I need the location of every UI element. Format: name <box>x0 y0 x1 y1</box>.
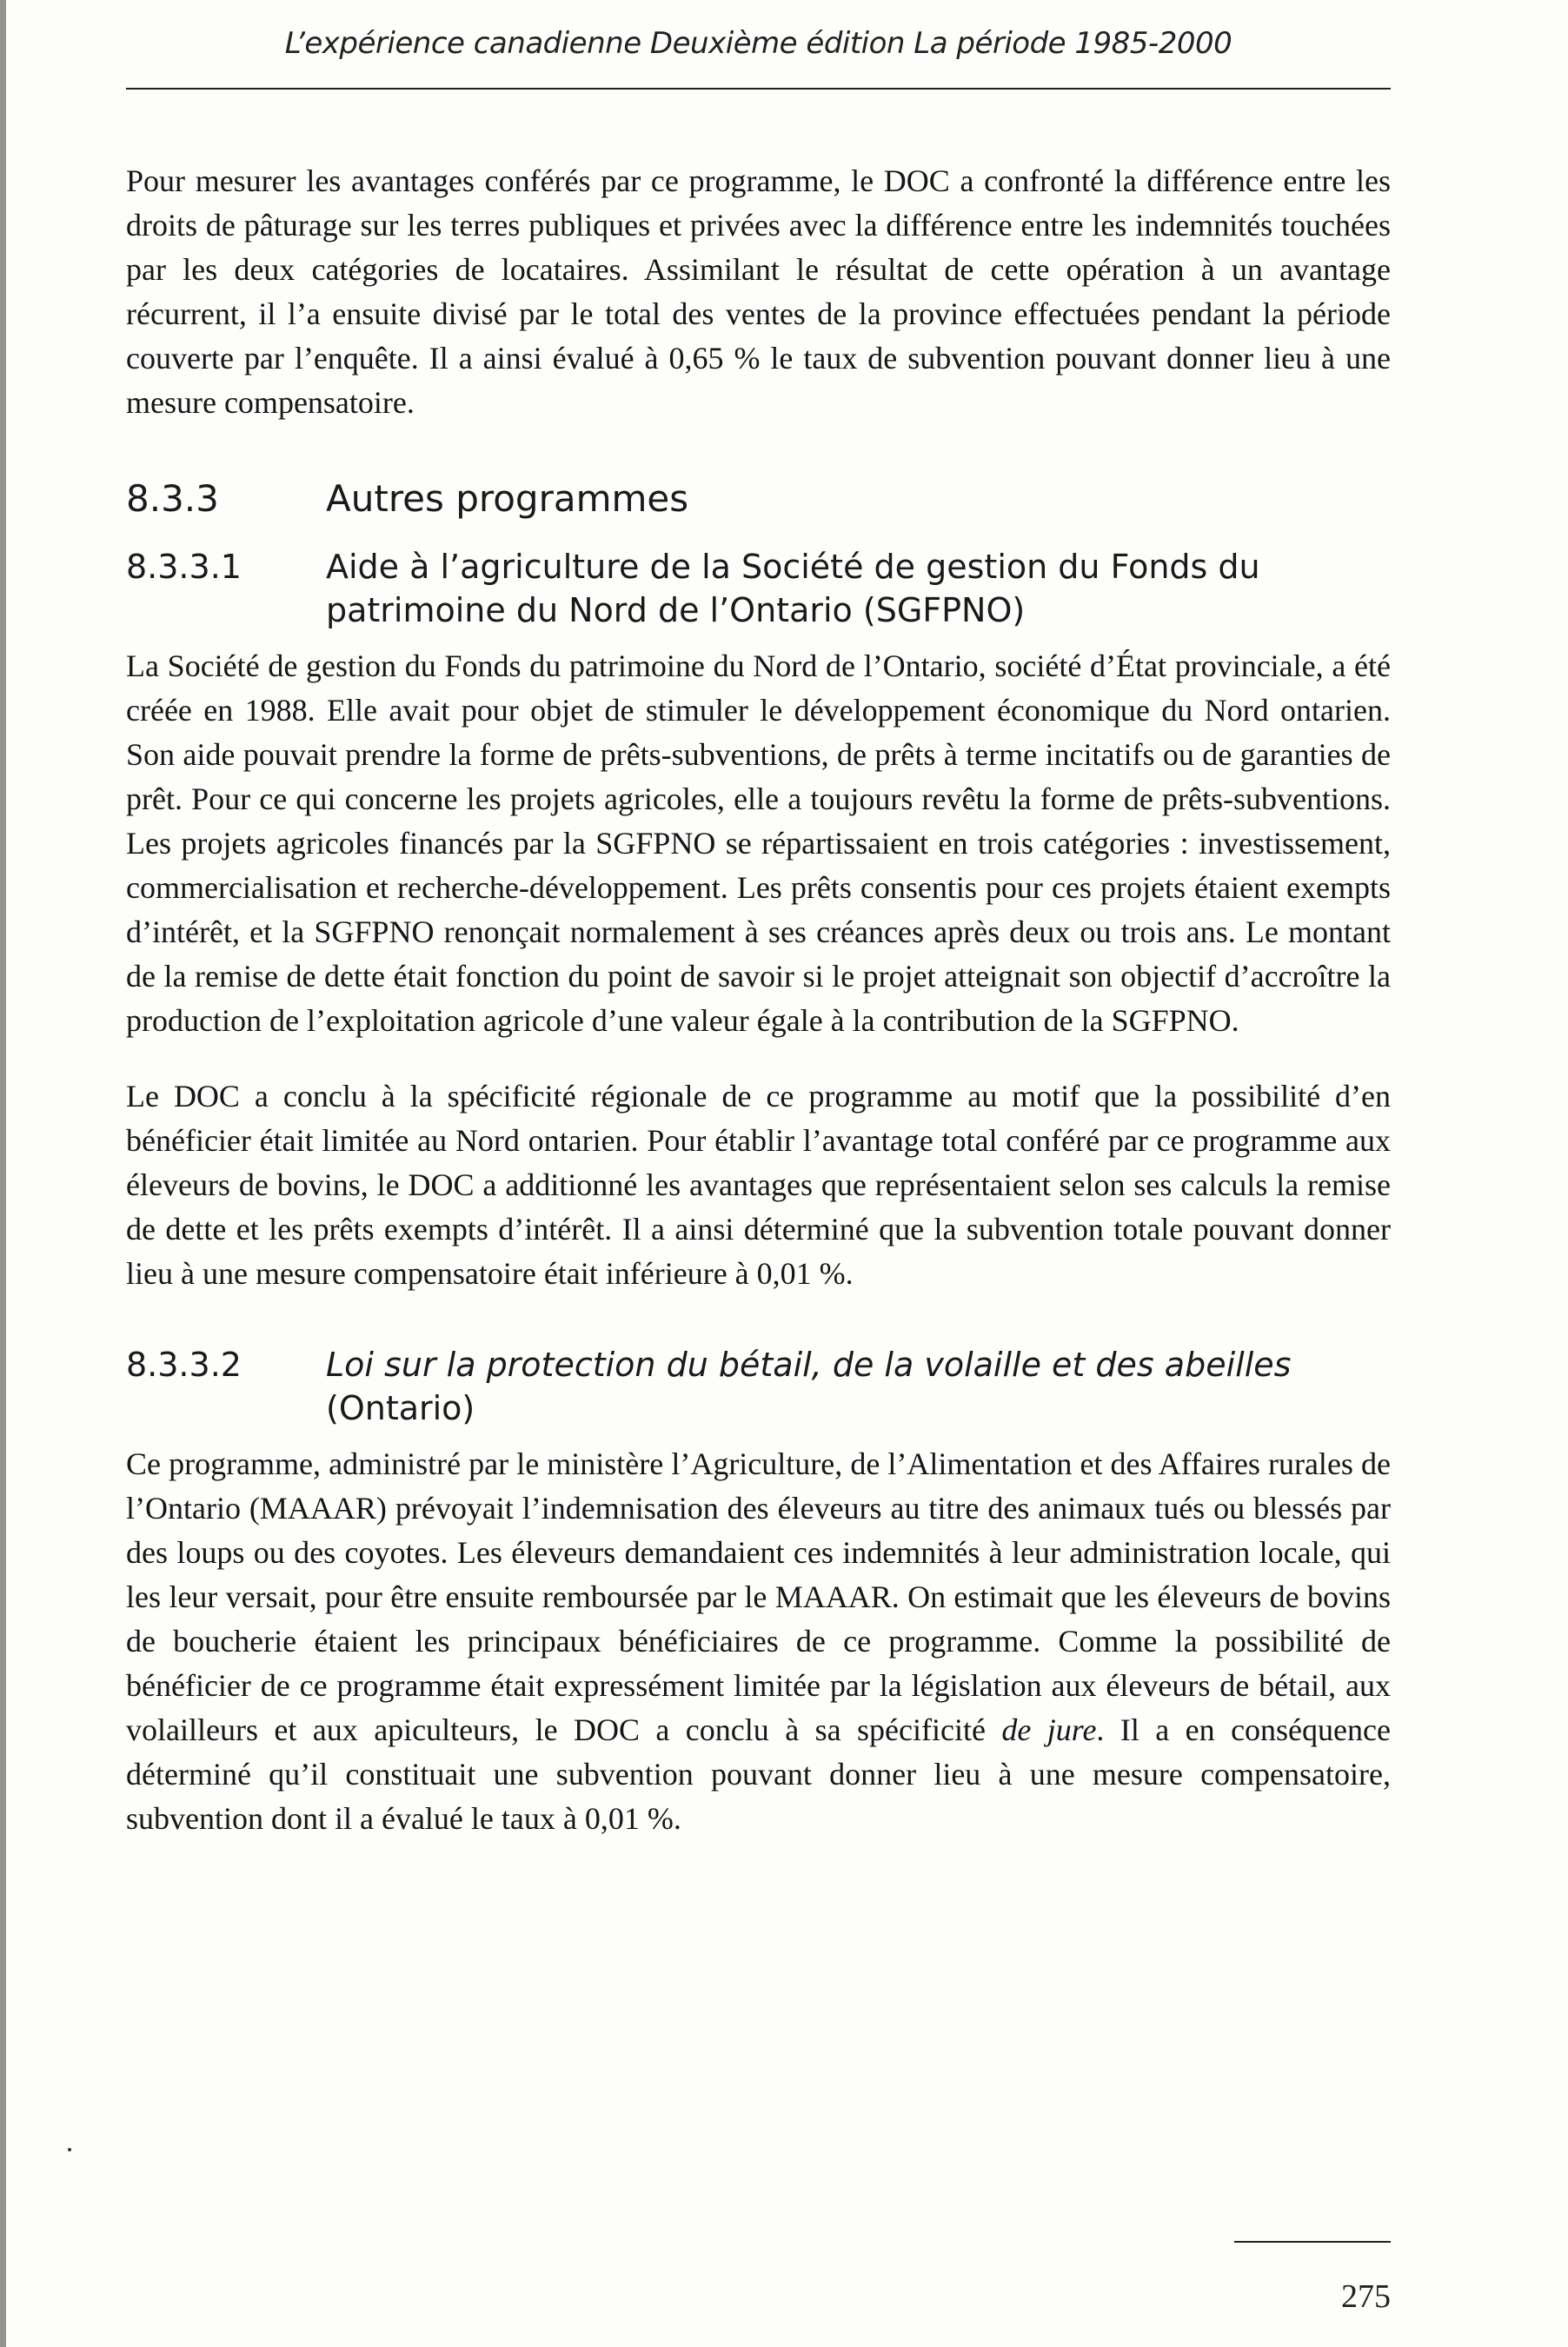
section-number: 8.3.3 <box>126 477 219 520</box>
paragraph-text-before: Ce programme, administré par le ministère l’Agriculture, de l’Alimentation et des Affaires rurales de l’Ontario (MAAAR) prévoyait l’indemnisation des éleveurs au titre des animaux tués ou blessés par des loups ou des coyotes. Les éleveurs demandaient ces indemnités à leur administration locale, qui les leur versait, pour être ensuite remboursée par le MAAAR. On estimait que les éleveurs de bovins de boucherie étaient les principaux bénéficiaires de ce programme. Comme la possibilité de bénéficier de ce programme était expressément limitée par la législation aux éleveurs de bétail, aux volailleurs et aux apiculteurs, le DOC a conclu à sa spécificité <box>126 1446 1391 1747</box>
paragraph-sgfpno-determination: Le DOC a conclu à la spécificité régionale de ce programme au motif que la possibilité d’en bénéficier était limitée au Nord ontarien. Pour établir l’avantage total conféré par ce programme aux éleveurs de bovins, le DOC a additionné les avantages que représentaient selon ses calculs la remise de dette et les prêts exempts d’intérêt. Il a ainsi déterminé que la subvention totale pouvant donner lieu à une mesure compensatoire était inférieure à 0,01 %. <box>126 1079 1391 1291</box>
paragraph-livestock-protection <box>126 1442 1391 1841</box>
section-number: 8.3.3.2 <box>126 1346 242 1384</box>
section-title: Autres programmes <box>326 477 689 520</box>
paragraph-text-after: . Il a en conséquence déterminé qu’il constituait une subvention pouvant donner lieu à une mesure compensatoire, subvention dont il a évalué le taux à 0,01 %. <box>126 1712 1391 1836</box>
page-edge-shadow <box>0 0 6 2347</box>
section-heading-8-3-3-2 <box>126 1343 1391 1430</box>
section-title: Aide à l’agriculture de la Société de gestion du Fonds du patrimoine du Nord de l’Ontario (SGFPNO) <box>326 548 1260 629</box>
running-header: L’expérience canadienne Deuxième édition La période 1985-2000 <box>284 26 1232 61</box>
section-title <box>326 1343 1391 1430</box>
paragraph-sgfpno-description: La Société de gestion du Fonds du patrimoine du Nord de l’Ontario, société d’État provinciale, a été créée en 1988. Elle avait pour objet de stimuler le développement économique du Nord ontarien. Son aide pouvait prendre la forme de prêts-subventions, de prêts à terme incitatifs ou de garanties de prêt. Pour ce qui concerne les projets agricoles, elle a toujours revêtu la forme de prêts-subventions. Les projets agricoles financés par la SGFPNO se répartissaient en trois catégories : investissement, commercialisation et recherche-développement. Les prêts consentis pour ces projets étaient exempts d’intérêt, et la SGFPNO renonçait normalement à ses créances après deux ou trois ans. Le montant de la remise de dette était fonction du point de savoir si le projet atteignait son objectif d’accroître la production de l’exploitation agricole d’une valeur égale à la contribution de la SGFPNO. <box>126 648 1391 1038</box>
section-heading-8-3-3-1 <box>126 545 1391 632</box>
law-title-suffix: (Ontario) <box>326 1389 475 1427</box>
paragraph-grazing-rights: Pour mesurer les avantages conférés par ce programme, le DOC a confronté la différence entre les droits de pâturage sur les terres publiques et privées avec la différence entre les indemnités touchées par les deux catégories de locataires. Assimilant le résultat de cette opération à un avantage récurrent, il l’a ensuite divisé par le total des ventes de la province effectuées pendant la période couverte par l’enquête. Il a ainsi évalué à 0,65 % le taux de subvention pouvant donner lieu à une mesure compensatoire. <box>126 163 1391 420</box>
section-heading-8-3-3 <box>126 475 1391 522</box>
law-title-italic: Loi sur la protection du bétail, de la volaille et des abeilles <box>326 1346 1292 1384</box>
section-number: 8.3.3.1 <box>126 548 242 586</box>
footer-rule <box>1234 2241 1391 2243</box>
de-jure-italic: de jure <box>1001 1712 1097 1747</box>
header-rule <box>126 88 1391 90</box>
page-content <box>126 159 1391 1841</box>
scan-speck <box>68 2148 71 2151</box>
page-number: 275 <box>1341 2278 1391 2315</box>
